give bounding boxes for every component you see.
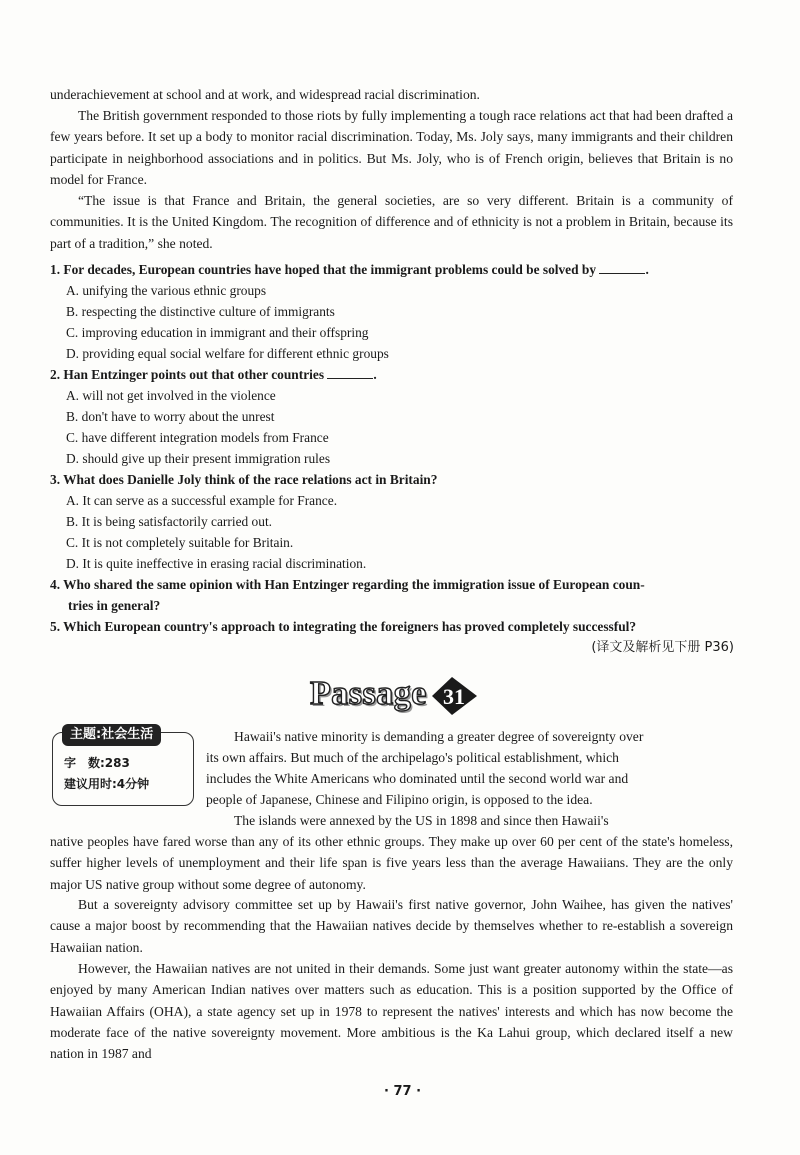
answer-blank: [327, 366, 373, 379]
p31-line-1: Hawaii's native minority is demanding a greater degree of sovereignty over: [234, 729, 644, 744]
q3-option-a: A. It can serve as a successful example for France.: [66, 493, 338, 508]
q2-option-c: C. have different integration models from France: [66, 430, 329, 445]
q1-option-d: D. providing equal social welfare for different ethnic groups: [66, 346, 389, 361]
q1-option-a: A. unifying the various ethnic groups: [66, 283, 267, 298]
question-4-line1: 4. Who shared the same opinion with Han Entzinger regarding the immigration issue of European coun-: [50, 577, 645, 592]
q3-option-d: D. It is quite ineffective in erasing racial discrimination.: [66, 556, 367, 571]
topic-box: [52, 724, 194, 806]
q2-option-b: B. don't have to worry about the unrest: [66, 409, 275, 424]
question-3: 3. What does Danielle Joly think of the race relations act in Britain?: [50, 472, 438, 487]
question-5: 5. Which European country's approach to integrating the foreigners has proved completely successful?: [50, 619, 637, 634]
p31-para2-first-line: The islands were annexed by the US in 1898 and since then Hawaii's: [234, 813, 609, 828]
q2-option-a: A. will not get involved in the violence: [66, 388, 276, 403]
suggested-time: 建议用时:4分钟: [64, 777, 150, 791]
p31-line-3: includes the White Americans who dominated until the second world war and: [206, 771, 629, 786]
question-2: 2. Han Entzinger points out that other countries .: [50, 367, 377, 382]
topic-label: 主题:社会生活: [62, 724, 161, 746]
p31-para3: But a sovereignty advisory committee set up by Hawaii's first native governor, John Waihee, has given the natives' cause a major boost by recommending that the Hawaiian natives decide by themselves whether to re-establish a sovereign Hawaiian nation.: [50, 897, 733, 955]
paragraph-continuation: underachievement at school and at work, and widespread racial discrimination.: [50, 87, 480, 102]
q2-option-d: D. should give up their present immigration rules: [66, 451, 331, 466]
passage-number: 31: [443, 684, 465, 709]
translation-reference: (译文及解析见下册 P36): [591, 640, 734, 655]
p31-para4: However, the Hawaiian natives are not united in their demands. Some just want greater autonomy within the state—as enjoyed by many American Indian natives over matters such as education. This is a position supported by the Office of Hawaiian Affairs (OHA), a state agency set up in 1978 to represent the natives' interests and which has now become the moderate face of the native sovereignty movement. More ambitious is the Ka Lahui group, which declared itself a new nation in 1987 and: [50, 961, 733, 1062]
p31-para2-body: native peoples have fared worse than any of its other ethnic groups. They make up over 60 per cent of the state's homeless, suffer higher levels of unemployment and their life span is five years less than the average Hawaiians. They are the only major US native group without some degree of autonomy.: [50, 834, 733, 892]
q1-option-c: C. improving education in immigrant and their offspring: [66, 325, 369, 340]
question-2-stem: 2. Han Entzinger points out that other countries: [50, 367, 325, 382]
passage-word: Passage: [310, 675, 427, 712]
paragraph-issue-quote: “The issue is that France and Britain, the general societies, are so very different. Britain is a community of communities. It is the United Kingdom. The recognition of difference and of ethnicity is not a problem in Britain, because its part of a tradition,” she noted.: [50, 193, 733, 251]
p31-line-4: people of Japanese, Chinese and Filipino origin, is opposed to the idea.: [206, 792, 593, 807]
q1-option-b: B. respecting the distinctive culture of immigrants: [66, 304, 335, 319]
question-1-stem: 1. For decades, European countries have hoped that the immigrant problems could be solved by: [50, 262, 597, 277]
question-4-line2: tries in general?: [68, 598, 161, 613]
passage-number-badge: [430, 675, 480, 717]
page-number: · 77 ·: [384, 1084, 422, 1099]
paragraph-british-government: The British government responded to those riots by fully implementing a tough race relations act that had been drafted a few years before. It set up a body to monitor racial discrimination. Today, Ms. Joly says, many immigrants and their children participate in neighborhood associations and in politics. But Ms. Joly, who is of French origin, believes that Britain is no model for France.: [50, 108, 733, 187]
passage-title: [310, 673, 480, 719]
word-count: 字 数:283: [64, 756, 130, 770]
answer-blank: [599, 261, 645, 274]
q3-option-b: B. It is being satisfactorily carried out.: [66, 514, 273, 529]
q3-option-c: C. It is not completely suitable for Britain.: [66, 535, 294, 550]
question-1: 1. For decades, European countries have hoped that the immigrant problems could be solved by .: [50, 262, 649, 277]
p31-line-2: its own affairs. But much of the archipelago's political establishment, which: [206, 750, 619, 765]
